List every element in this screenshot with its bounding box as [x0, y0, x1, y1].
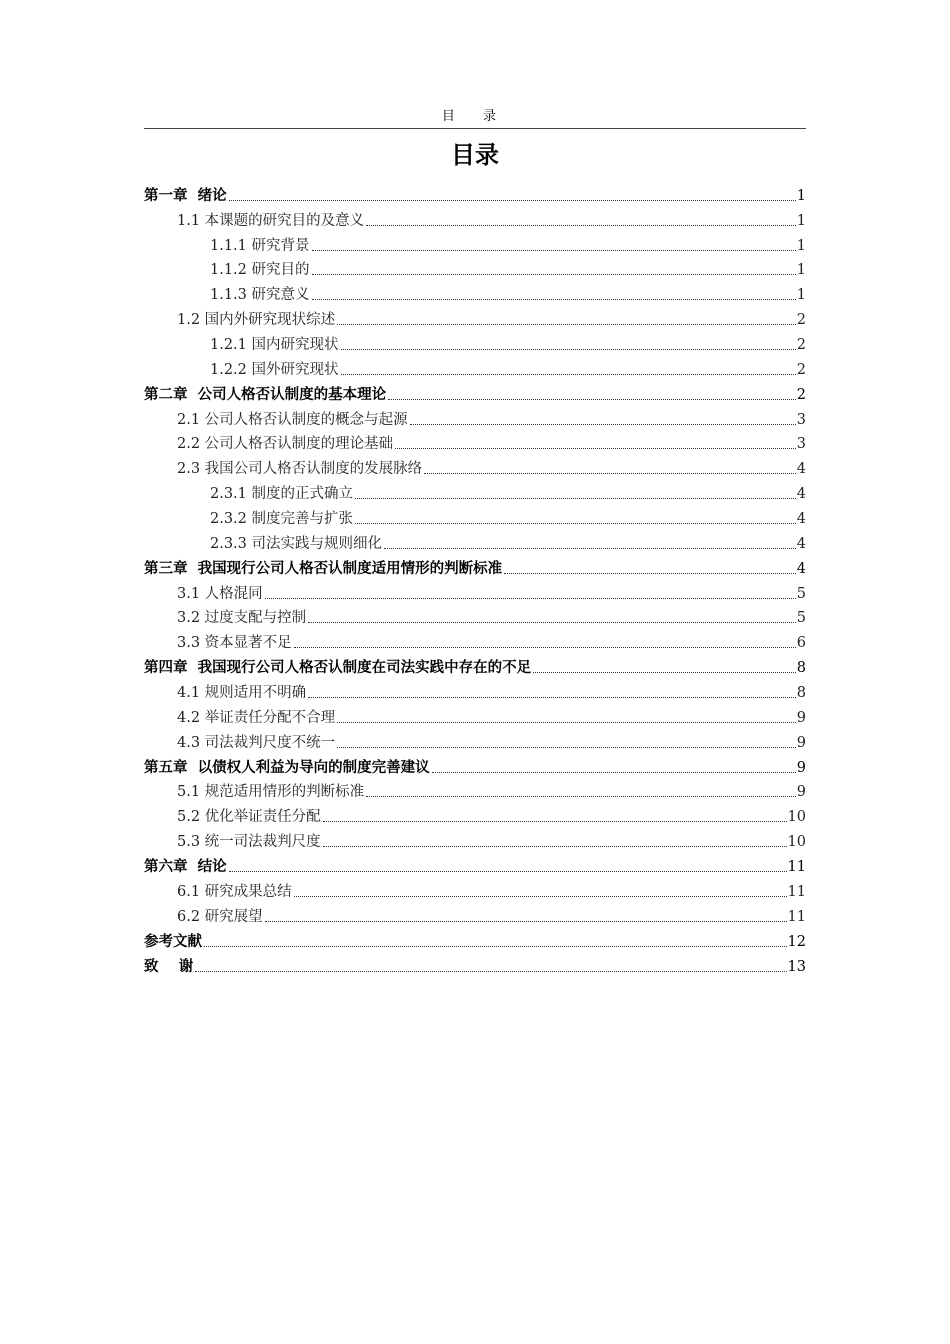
toc-entry[interactable]: [144, 802, 806, 827]
dot-leader: [195, 971, 786, 972]
dot-leader: [384, 548, 796, 549]
toc-entry-page-number: 13: [787, 958, 806, 975]
dot-leader: [432, 772, 796, 773]
toc-entry-page-number: 10: [787, 809, 806, 826]
dot-leader: [504, 573, 796, 574]
toc-entry[interactable]: [144, 355, 806, 380]
toc-entry-page-number: 11: [787, 859, 806, 876]
dot-leader: [337, 722, 796, 723]
dot-leader: [424, 473, 796, 474]
toc-entry-label: 2.3.3 司法实践与规则细化: [210, 535, 383, 552]
toc-entry-label: 1.2 国内外研究现状综述: [177, 312, 336, 329]
toc-entry-label: 4.2 举证责任分配不合理: [177, 709, 336, 726]
toc-entry-label: 1.1 本课题的研究目的及意义: [177, 212, 365, 229]
toc-entry[interactable]: [144, 753, 806, 778]
dot-leader: [341, 349, 796, 350]
toc-entry-page-number: 1: [796, 187, 806, 204]
toc-entry-page-number: 2: [796, 337, 806, 354]
toc-entry[interactable]: [144, 877, 806, 902]
toc-entry-page-number: 9: [796, 734, 806, 751]
toc-entry-label: 5.2 优化举证责任分配: [177, 809, 321, 826]
toc-entry[interactable]: [144, 554, 806, 579]
toc-entry-label: 4.1 规则适用不明确: [177, 685, 307, 702]
toc-entry-page-number: 6: [796, 635, 806, 652]
toc-entry-label: 1.1.1 研究背景: [210, 237, 310, 254]
toc-entry-label: 第四章 我国现行公司人格否认制度在司法实践中存在的不足: [144, 660, 532, 677]
dot-leader: [265, 921, 787, 922]
toc-entry-page-number: 4: [796, 511, 806, 528]
dot-leader: [308, 622, 796, 623]
toc-entry-label: 1.1.3 研究意义: [210, 287, 310, 304]
toc-entry-page-number: 1: [796, 262, 806, 279]
running-header: 目 录: [441, 109, 509, 124]
dot-leader: [323, 846, 787, 847]
toc-entry[interactable]: [144, 628, 806, 653]
dot-leader: [366, 796, 796, 797]
toc-entry[interactable]: [144, 653, 806, 678]
dot-leader: [337, 324, 796, 325]
toc-entry-label: 3.2 过度支配与控制: [177, 610, 307, 627]
dot-leader: [355, 523, 796, 524]
toc-entry[interactable]: [144, 703, 806, 728]
toc-entry[interactable]: [144, 380, 806, 405]
toc-entry[interactable]: [144, 852, 806, 877]
toc-entry[interactable]: [144, 430, 806, 455]
toc-entry[interactable]: [144, 579, 806, 604]
toc-entry-page-number: 4: [796, 535, 806, 552]
dot-leader: [355, 498, 796, 499]
dot-leader: [395, 448, 796, 449]
toc-entry-label: 1.2.1 国内研究现状: [210, 337, 339, 354]
toc-entry-page-number: 5: [796, 585, 806, 602]
toc-entry-label: 第一章 绪论: [144, 187, 227, 204]
toc-entry[interactable]: [144, 529, 806, 554]
dot-leader: [323, 821, 787, 822]
dot-leader: [229, 871, 787, 872]
toc-entry-page-number: 2: [796, 361, 806, 378]
dot-leader: [312, 274, 796, 275]
toc-entry[interactable]: [144, 479, 806, 504]
toc-entry-page-number: 5: [796, 610, 806, 627]
toc-entry-label: 参考文献: [144, 933, 202, 950]
toc-entry[interactable]: [144, 827, 806, 852]
dot-leader: [294, 647, 796, 648]
toc-entry-page-number: 9: [796, 784, 806, 801]
toc-entry[interactable]: [144, 604, 806, 629]
toc-entry-page-number: 1: [796, 212, 806, 229]
toc-entry-label: 第六章 结论: [144, 859, 227, 876]
dot-leader: [366, 225, 796, 226]
toc-entry-label: 6.2 研究展望: [177, 908, 263, 925]
toc-entry-label: 2.2 公司人格否认制度的理论基础: [177, 436, 394, 453]
toc-entry-page-number: 1: [796, 237, 806, 254]
toc-entry[interactable]: [144, 902, 806, 927]
dot-leader: [337, 747, 796, 748]
toc-entry-page-number: 8: [796, 660, 806, 677]
header-rule: [144, 128, 806, 129]
toc-entry-label: 4.3 司法裁判尺度不统一: [177, 734, 336, 751]
toc-entry-label: 5.3 统一司法裁判尺度: [177, 834, 321, 851]
toc-entry[interactable]: [144, 405, 806, 430]
toc-entry[interactable]: [144, 231, 806, 256]
toc-entry-label: 第五章 以债权人利益为导向的制度完善建议: [144, 759, 430, 776]
dot-leader: [312, 299, 796, 300]
toc-entry[interactable]: [144, 728, 806, 753]
dot-leader: [265, 598, 796, 599]
toc-entry-page-number: 3: [796, 436, 806, 453]
toc-entry[interactable]: [144, 504, 806, 529]
toc-entry-page-number: 10: [787, 834, 806, 851]
page-title: 目录: [451, 141, 499, 169]
toc-entry-page-number: 2: [796, 386, 806, 403]
dot-leader: [341, 374, 796, 375]
dot-leader: [533, 672, 796, 673]
toc-entry-label: 第二章 公司人格否认制度的基本理论: [144, 386, 387, 403]
toc-entry-label: 2.3 我国公司人格否认制度的发展脉络: [177, 461, 423, 478]
table-of-contents: [144, 181, 806, 977]
dot-leader: [388, 399, 796, 400]
toc-entry-label: 6.1 研究成果总结: [177, 883, 292, 900]
toc-entry-label: 5.1 规范适用情形的判断标准: [177, 784, 365, 801]
toc-entry[interactable]: [144, 927, 806, 952]
toc-entry-label: 第三章 我国现行公司人格否认制度适用情形的判断标准: [144, 560, 503, 577]
toc-entry[interactable]: [144, 206, 806, 231]
toc-entry[interactable]: [144, 952, 806, 977]
toc-entry-label: 3.1 人格混同: [177, 585, 263, 602]
dot-leader: [312, 250, 796, 251]
toc-entry-label: 致 谢: [144, 958, 194, 975]
toc-entry-label: 1.2.2 国外研究现状: [210, 361, 339, 378]
toc-entry-page-number: 4: [796, 486, 806, 503]
toc-entry[interactable]: [144, 256, 806, 281]
toc-entry-page-number: 1: [796, 287, 806, 304]
toc-entry[interactable]: [144, 330, 806, 355]
toc-entry-label: 3.3 资本显著不足: [177, 635, 292, 652]
toc-entry-page-number: 4: [796, 560, 806, 577]
toc-entry[interactable]: [144, 678, 806, 703]
dot-leader: [229, 200, 796, 201]
toc-entry[interactable]: [144, 280, 806, 305]
toc-entry-page-number: 2: [796, 312, 806, 329]
toc-entry-page-number: 9: [796, 709, 806, 726]
dot-leader: [410, 424, 796, 425]
toc-entry-page-number: 11: [787, 908, 806, 925]
toc-entry[interactable]: [144, 305, 806, 330]
toc-entry-page-number: 12: [787, 933, 806, 950]
toc-entry-page-number: 11: [787, 883, 806, 900]
toc-entry-page-number: 8: [796, 685, 806, 702]
toc-entry-page-number: 9: [796, 759, 806, 776]
toc-entry[interactable]: [144, 778, 806, 803]
toc-entry-label: 2.3.2 制度完善与扩张: [210, 511, 354, 528]
toc-entry[interactable]: [144, 454, 806, 479]
toc-entry[interactable]: [144, 181, 806, 206]
dot-leader: [294, 896, 787, 897]
toc-entry-label: 1.1.2 研究目的: [210, 262, 310, 279]
toc-entry-page-number: 3: [796, 411, 806, 428]
toc-entry-label: 2.3.1 制度的正式确立: [210, 486, 354, 503]
toc-entry-page-number: 4: [796, 461, 806, 478]
dot-leader: [308, 697, 796, 698]
toc-entry-label: 2.1 公司人格否认制度的概念与起源: [177, 411, 408, 428]
dot-leader: [204, 946, 787, 947]
